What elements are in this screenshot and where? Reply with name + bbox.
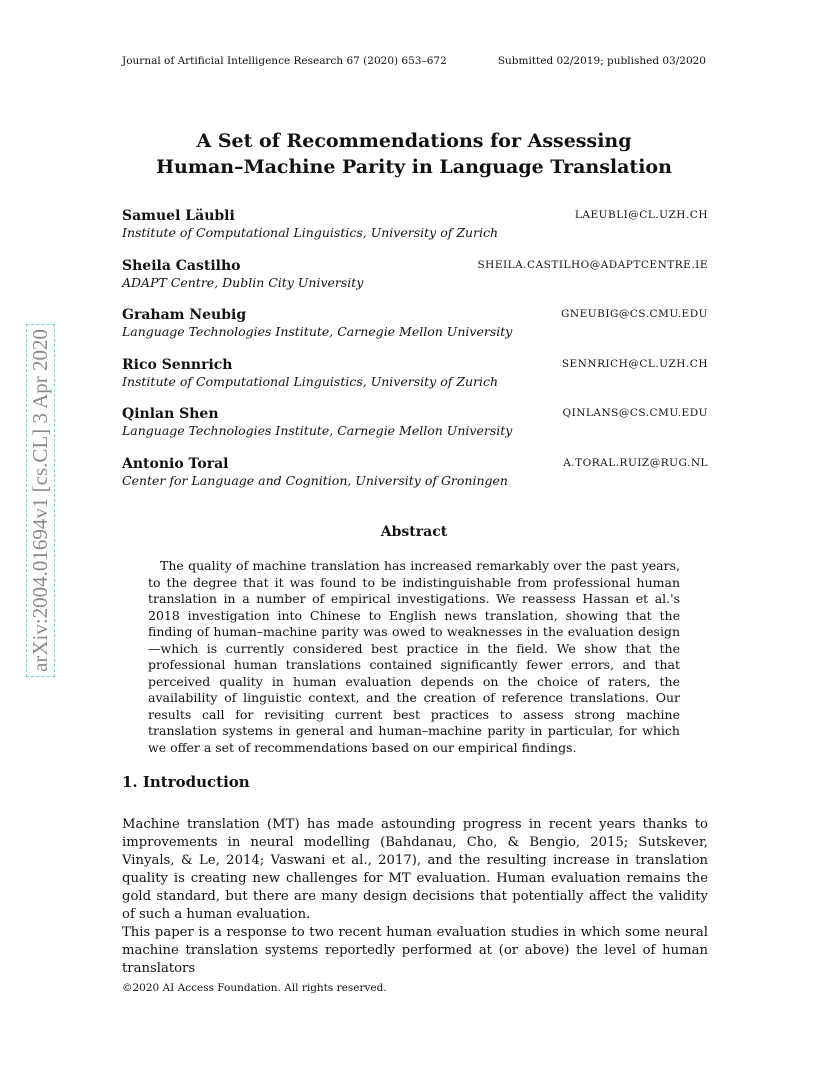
journal-citation: Journal of Artificial Intelligence Research 67 (2020) 653–672 xyxy=(122,55,447,67)
arxiv-id-link[interactable]: arXiv:2004.01694v1 [cs.CL] 3 Apr 2020 xyxy=(26,324,55,677)
author-name: Rico Sennrich xyxy=(122,356,233,373)
author-name: Samuel Läubli xyxy=(122,208,235,224)
author-entry xyxy=(122,455,708,505)
author-list xyxy=(122,207,708,504)
author-email[interactable]: SHEILA.CASTILHO@ADAPTCENTRE.IE xyxy=(477,258,708,271)
arxiv-stamp xyxy=(20,265,60,735)
author-name: Qinlan Shen xyxy=(122,406,219,422)
author-entry xyxy=(122,207,708,257)
intro-paragraph-1: Machine translation (MT) has made astounding progress in recent years thanks to improvements in neural modelling (Bahdanau, Cho, & Bengio, 2015; Sutskever, Vinyals, & Le, 2014; Vaswani et al., 2017), and the resulting increase in translation quality is creating new challenges for MT evaluation. Human evaluation remains the gold standard, but there are many design decisions that potentially affect the validity of such a human evaluation. xyxy=(122,817,708,922)
author-name: Graham Neubig xyxy=(122,307,247,323)
title-line-1: A Set of Recommendations for Assessing xyxy=(196,130,632,152)
author-affiliation: Center for Language and Cognition, University of Groningen xyxy=(122,472,508,488)
abstract-heading: Abstract xyxy=(380,524,448,540)
author-name: Antonio Toral xyxy=(122,455,229,472)
copyright-footer: ©2020 AI Access Foundation. All rights reserved. xyxy=(122,982,387,994)
author-affiliation: ADAPT Centre, Dublin City University xyxy=(122,274,364,290)
section-heading-introduction: 1. Introduction xyxy=(122,773,250,791)
author-entry xyxy=(122,356,708,406)
author-email[interactable]: LAEUBLI@CL.UZH.CH xyxy=(574,209,708,221)
submission-dates: Submitted 02/2019; published 03/2020 xyxy=(497,55,706,67)
author-email[interactable]: QINLANS@CS.CMU.EDU xyxy=(562,407,708,419)
author-email[interactable]: GNEUBIG@CS.CMU.EDU xyxy=(561,308,708,320)
title-line-2: Human–Machine Parity in Language Translation xyxy=(156,156,672,178)
paper-title xyxy=(0,128,828,180)
author-affiliation: Language Technologies Institute, Carnegie Mellon University xyxy=(122,423,513,438)
author-name: Sheila Castilho xyxy=(122,257,241,274)
author-affiliation: Institute of Computational Linguistics, University of Zurich xyxy=(122,225,499,240)
author-email[interactable]: SENNRICH@CL.UZH.CH xyxy=(561,357,708,370)
author-affiliation: Institute of Computational Linguistics, University of Zurich xyxy=(122,373,499,389)
author-email[interactable]: A.TORAL.RUIZ@RUG.NL xyxy=(563,456,708,469)
author-entry xyxy=(122,306,708,356)
author-entry xyxy=(122,405,708,455)
intro-paragraph-2: This paper is a response to two recent human evaluation studies in which some neural machine translation systems reportedly performed at (or above) the level of human translators xyxy=(122,925,708,976)
abstract-text: The quality of machine translation has increased remarkably over the past years, to the degree that it was found to be indistinguishable from professional human translation in a number of empirical investigations. We reassess Hassan et al.'s 2018 investigation into Chinese to English news translation, showing that the finding of human–machine parity was owed to weaknesses in the evaluation design—which is currently considered best practice in the field. We show that the professional human translations contained significantly fewer errors, and that perceived quality in human evaluation depends on the choice of raters, the availability of linguistic context, and the creation of reference translations. Our results call for revisiting current best practices to assess strong machine translation systems in general and human–machine parity in particular, for which we offer a set of recommendations based on our empirical findings. xyxy=(148,558,680,755)
author-entry xyxy=(122,257,708,307)
author-affiliation: Language Technologies Institute, Carnegie Mellon University xyxy=(122,324,513,339)
